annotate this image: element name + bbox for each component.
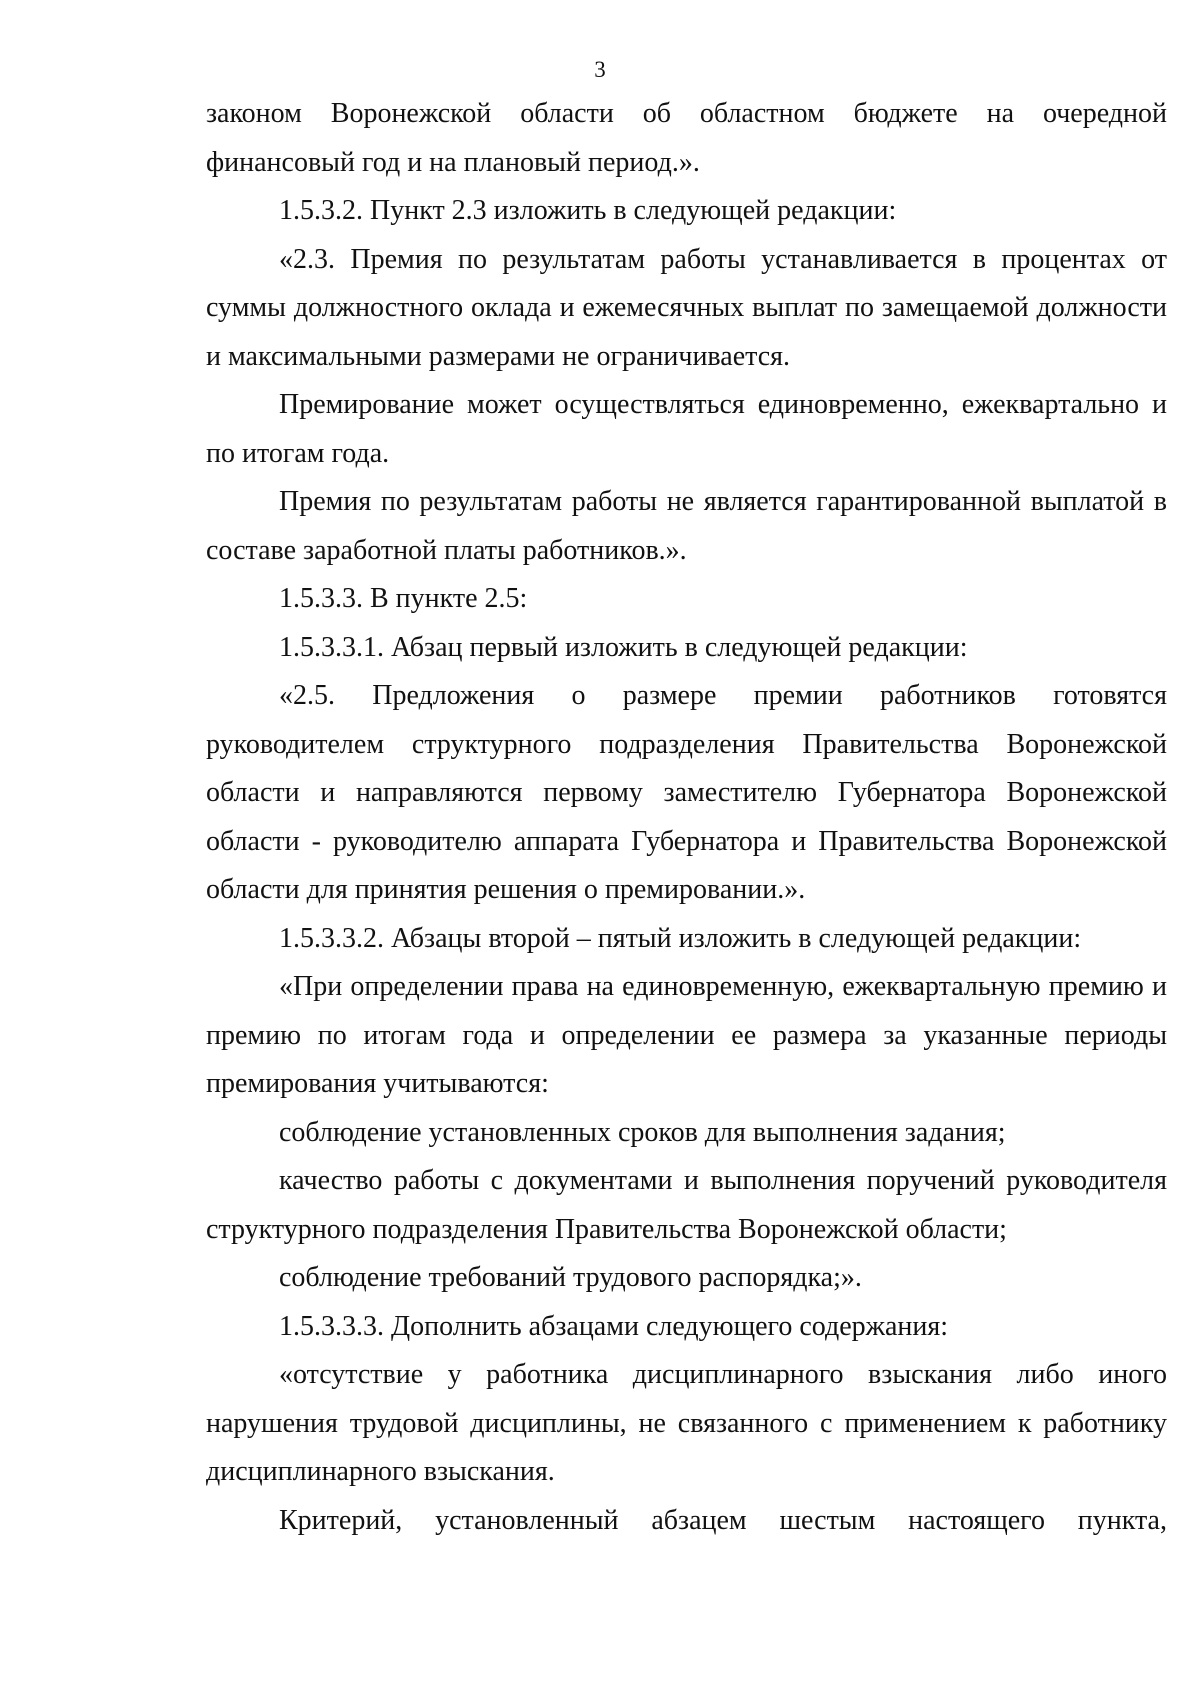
- page-number: 3: [594, 57, 606, 82]
- paragraph-quoted-clause: «2.3. Премия по результатам работы устанавливается в процентах от суммы должностного оклада и ежемесячных выплат по замещаемой должности и максимальными размерами не ограничивается.: [206, 243, 1167, 372]
- paragraph-list-item: соблюдение требований трудового распорядка;».: [279, 1262, 862, 1293]
- paragraph-quoted-clause: «2.5. Предложения о размере премии работников готовятся руководителем структурного подразделения Правительства Воронежской области и направляются первому заместителю Губернатора Воронежской области - руководителю аппарата Губернатора и Правительства Воронежской области для принятия решения о премировании.».: [206, 680, 1167, 905]
- paragraph-amendment-heading: 1.5.3.3.3. Дополнить абзацами следующего содержания:: [279, 1310, 949, 1342]
- paragraph-continuation: законом Воронежской области об областном бюджете на очередной финансовый год и на плановый период.».: [206, 98, 1167, 178]
- paragraph-amendment-heading: 1.5.3.3. В пункте 2.5:: [279, 583, 528, 614]
- paragraph-amendment-heading: 1.5.3.3.2. Абзацы второй – пятый изложить в следующей редакции:: [279, 922, 1082, 954]
- document-body: [206, 90, 1167, 1545]
- paragraph-amendment-heading: 1.5.3.3.1. Абзац первый изложить в следующей редакции:: [279, 631, 968, 663]
- paragraph-quoted-clause: «При определении права на единовременную, ежеквартальную премию и премию по итогам года и определении ее размера за указанные периоды премирования учитываются:: [206, 971, 1167, 1099]
- paragraph: Премия по результатам работы не является гарантированной выплатой в составе заработной платы работников.».: [206, 486, 1167, 566]
- paragraph: Премирование может осуществляться единовременно, ежеквартально и по итогам года.: [206, 389, 1167, 469]
- paragraph-list-item: качество работы с документами и выполнения поручений руководителя структурного подразделения Правительства Воронежской области;: [206, 1165, 1167, 1245]
- paragraph-amendment-heading: 1.5.3.2. Пункт 2.3 изложить в следующей редакции:: [279, 195, 897, 226]
- paragraph-list-item: соблюдение установленных сроков для выполнения задания;: [279, 1116, 1006, 1148]
- paragraph-quoted-clause: «отсутствие у работника дисциплинарного взыскания либо иного нарушения трудовой дисциплины, не связанного с применением к работнику дисциплинарного взыскания.: [206, 1359, 1167, 1487]
- paragraph-continues-next-page: Критерий, установленный абзацем шестым настоящего пункта,: [279, 1504, 1167, 1536]
